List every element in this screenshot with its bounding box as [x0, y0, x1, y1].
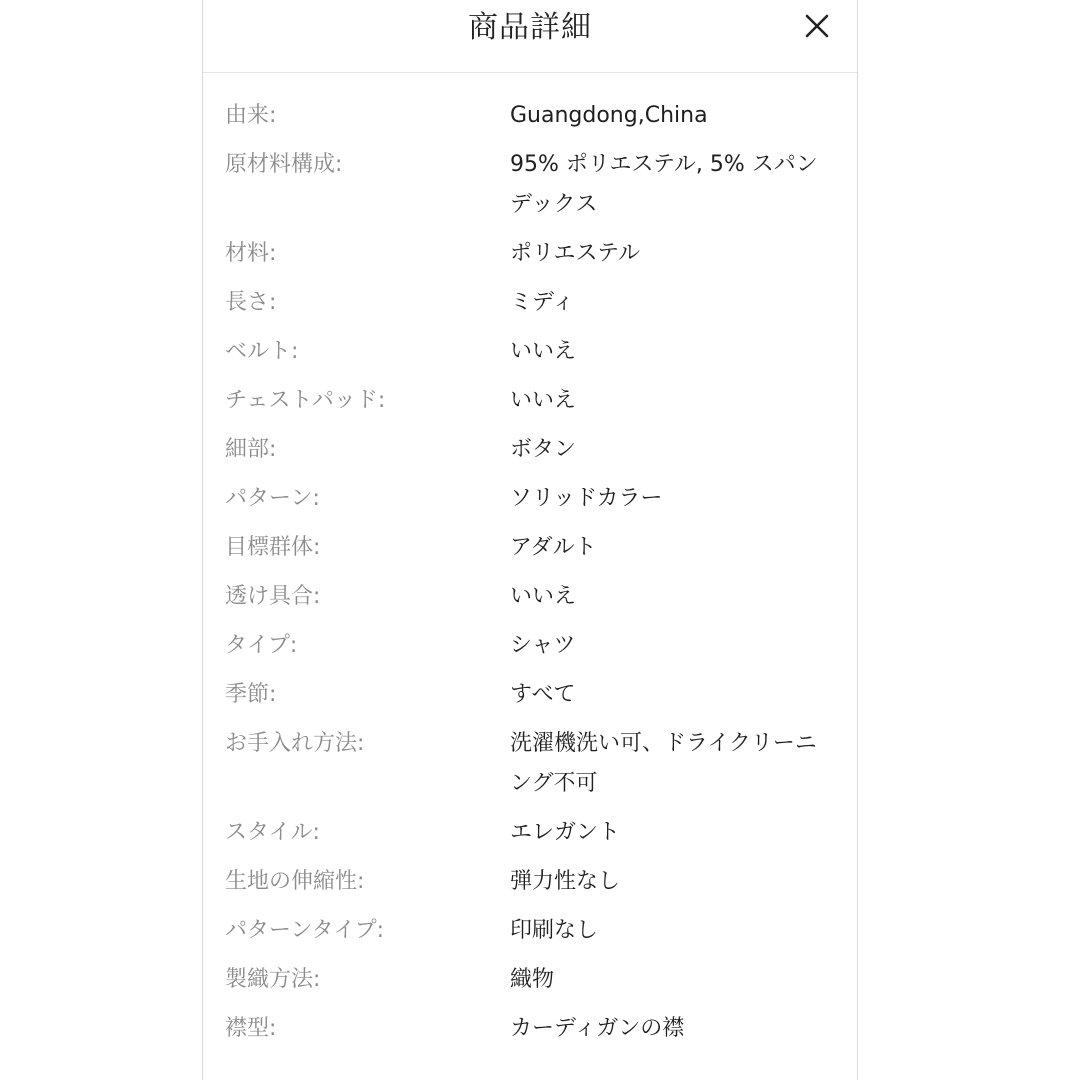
detail-row-length [225, 283, 845, 332]
detail-label: チェストパッド: [225, 388, 386, 413]
detail-row-origin [225, 96, 845, 145]
detail-value: すべて [510, 682, 576, 707]
detail-value: ボタン [510, 437, 577, 462]
detail-label: 製織方法: [225, 967, 321, 992]
detail-value: 95% ポリエステル, 5% スパンデックス [510, 152, 818, 217]
detail-row-type [225, 626, 845, 675]
detail-value: いいえ [510, 339, 577, 364]
detail-label: 細部: [225, 437, 277, 462]
detail-label: タイプ: [225, 633, 298, 658]
close-icon [803, 12, 831, 40]
detail-label: 原材料構成: [225, 152, 343, 177]
detail-label: パターン: [225, 486, 320, 511]
detail-label: 季節: [225, 682, 277, 707]
detail-row-sheerness [225, 577, 845, 626]
details-list [225, 96, 845, 1058]
detail-row-pattern-type [225, 911, 845, 960]
detail-row-belt [225, 332, 845, 381]
detail-value: Guangdong,China [510, 103, 708, 128]
panel-title: 商品詳細 [468, 10, 592, 45]
close-button[interactable] [803, 12, 831, 40]
detail-row-style [225, 813, 845, 862]
detail-row-pattern [225, 479, 845, 528]
detail-row-details [225, 430, 845, 479]
detail-row-material-composition [225, 145, 845, 234]
detail-row-stretch [225, 862, 845, 911]
detail-row-material [225, 234, 845, 283]
detail-label: 目標群体: [225, 535, 321, 560]
detail-row-chest-pad [225, 381, 845, 430]
detail-row-weaving [225, 960, 845, 1009]
detail-value: ポリエステル [510, 241, 641, 266]
detail-value: いいえ [510, 388, 577, 413]
detail-row-care [225, 724, 845, 813]
detail-value: シャツ [510, 633, 576, 658]
detail-label: スタイル: [225, 820, 320, 845]
detail-label: 襟型: [225, 1016, 277, 1041]
detail-label: 生地の伸縮性: [225, 869, 365, 894]
detail-label: 由来: [225, 103, 277, 128]
detail-value: カーディガンの襟 [510, 1016, 685, 1041]
detail-row-season [225, 675, 845, 724]
detail-label: パターンタイプ: [225, 918, 384, 943]
detail-value: いいえ [510, 584, 577, 609]
detail-value: エレガント [510, 820, 621, 845]
detail-value: 印刷なし [510, 918, 599, 943]
detail-value: ミディ [510, 290, 575, 315]
detail-label: 透け具合: [225, 584, 321, 609]
detail-label: ベルト: [225, 339, 299, 364]
product-details-panel [202, 0, 858, 1080]
detail-label: お手入れ方法: [225, 731, 365, 756]
detail-value: 洗濯機洗い可、ドライクリーニング不可 [510, 731, 817, 796]
detail-value: 織物 [510, 967, 555, 992]
panel-header [203, 0, 857, 73]
detail-label: 長さ: [225, 290, 277, 315]
detail-value: ソリッドカラー [510, 486, 663, 511]
detail-row-collar [225, 1009, 845, 1058]
detail-row-target-group [225, 528, 845, 577]
detail-value: アダルト [510, 535, 597, 560]
detail-value: 弾力性なし [510, 869, 621, 894]
detail-label: 材料: [225, 241, 277, 266]
